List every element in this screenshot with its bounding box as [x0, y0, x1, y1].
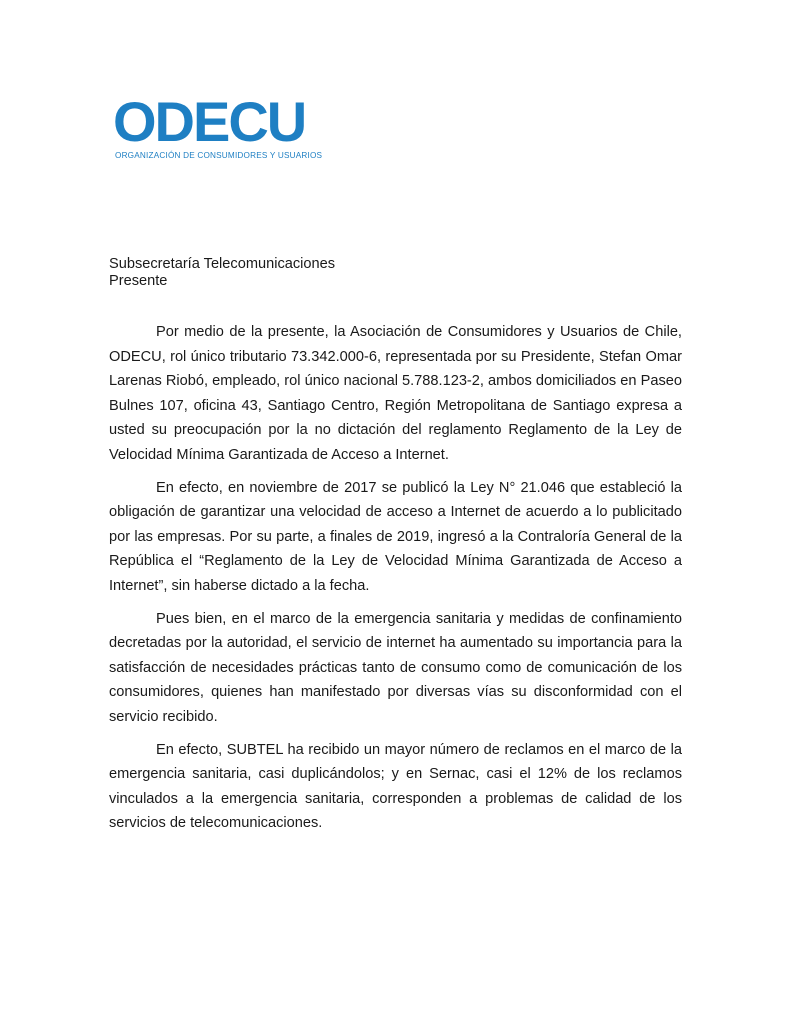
addressee-line-2: Presente: [109, 273, 168, 289]
addressee-line-1: Subsecretaría Telecomunicaciones: [109, 256, 336, 272]
odecu-logo: [113, 90, 339, 166]
logo-wordmark: ODECU: [113, 90, 306, 153]
paragraph-1: Por medio de la presente, la Asociación de Consumidores y Usuarios de Chile, ODECU, rol único tributario 73.342.000-6, representada por su Presidente, Stefan Omar Larenas Riobó, empleado, rol único nacional 5.788.123-2, ambos domiciliados en Paseo Bulnes 107, oficina 43, Santiago Centro, Región Metropolitana de Santiago expresa a usted su preocupación por la no dictación del reglamento Reglamento de la Ley de Velocidad Mínima Garantizada de Acceso a Internet.: [109, 324, 682, 463]
paragraph-4: En efecto, SUBTEL ha recibido un mayor número de reclamos en el marco de la emergencia sanitaria, casi duplicándolos; y en Sernac, casi el 12% de los reclamos vinculados a la emergencia sanitaria, corresponden a problemas de calidad de los servicios de telecomunicaciones.: [109, 741, 682, 832]
paragraph-2: En efecto, en noviembre de 2017 se publicó la Ley N° 21.046 que estableció la obligación de garantizar una velocidad de acceso a Internet de acuerdo a lo publicitado por las empresas. Por su parte, a finales de 2019, ingresó a la Contraloría General de la República el “Reglamento de la Ley de Velocidad Mínima Garantizada de Acceso a Internet”, sin haberse dictado a la fecha.: [109, 479, 682, 594]
addressee-block: [109, 256, 335, 290]
paragraph-3: Pues bien, en el marco de la emergencia sanitaria y medidas de confinamiento decretadas por la autoridad, el servicio de internet ha aumentado su importancia para la satisfacción de necesidades prácticas tanto de consumo como de comunicación de los consumidores, quienes han manifestado por diversas vías su disconformidad con el servicio recibido.: [109, 610, 682, 725]
letter-body: [109, 320, 682, 844]
logo-tagline: ORGANIZACIÓN DE CONSUMIDORES Y USUARIOS: [115, 151, 323, 160]
